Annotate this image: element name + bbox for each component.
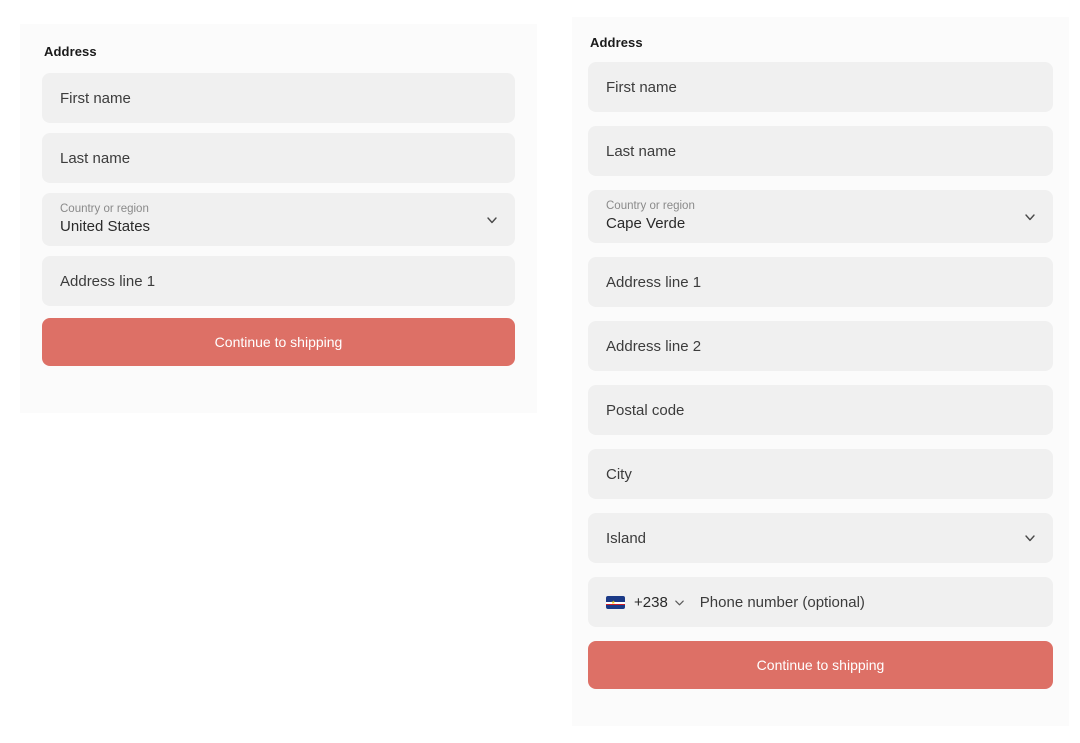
country-or-region-select[interactable] <box>588 190 1053 243</box>
address-line-1-placeholder: Address line 1 <box>606 273 702 291</box>
city-input[interactable] <box>588 449 1053 499</box>
last-name-input[interactable] <box>42 133 515 183</box>
last-name-input[interactable] <box>588 126 1053 176</box>
first-name-placeholder: First name <box>606 78 677 96</box>
address-form-card-right <box>572 17 1069 726</box>
address-form-card-left <box>20 24 537 413</box>
last-name-placeholder: Last name <box>606 142 677 160</box>
page-title: Address <box>590 35 643 50</box>
postal-code-placeholder: Postal code <box>606 401 685 419</box>
address-line-1-input[interactable] <box>588 257 1053 307</box>
first-name-input[interactable] <box>42 73 515 123</box>
island-select[interactable] <box>588 513 1053 563</box>
address-line-1-placeholder: Address line 1 <box>60 272 156 290</box>
continue-to-shipping-button[interactable]: Continue to shipping <box>42 318 515 366</box>
phone-number-input[interactable] <box>588 577 1053 627</box>
first-name-input[interactable] <box>588 62 1053 112</box>
chevron-down-icon <box>1023 531 1037 545</box>
last-name-placeholder: Last name <box>60 149 131 167</box>
country-or-region-value: Cape Verde <box>606 215 686 233</box>
country-or-region-label: Country or region <box>60 202 149 215</box>
island-placeholder: Island <box>606 529 647 547</box>
dial-code-value: +238 <box>634 593 668 611</box>
phone-number-placeholder: Phone number (optional) <box>699 593 865 611</box>
chevron-down-icon <box>1023 210 1037 224</box>
first-name-placeholder: First name <box>60 89 131 107</box>
continue-to-shipping-button[interactable]: Continue to shipping <box>588 641 1053 689</box>
address-line-1-input[interactable] <box>42 256 515 306</box>
chevron-down-icon <box>485 213 499 227</box>
country-or-region-label: Country or region <box>606 199 695 212</box>
address-line-2-input[interactable] <box>588 321 1053 371</box>
country-or-region-select[interactable] <box>42 193 515 246</box>
city-placeholder: City <box>606 465 632 483</box>
page-title: Address <box>44 44 97 59</box>
postal-code-input[interactable] <box>588 385 1053 435</box>
cape-verde-flag-icon: ★ <box>606 596 625 609</box>
address-line-2-placeholder: Address line 2 <box>606 337 702 355</box>
country-or-region-value: United States <box>60 218 151 236</box>
chevron-down-icon[interactable] <box>673 596 686 609</box>
